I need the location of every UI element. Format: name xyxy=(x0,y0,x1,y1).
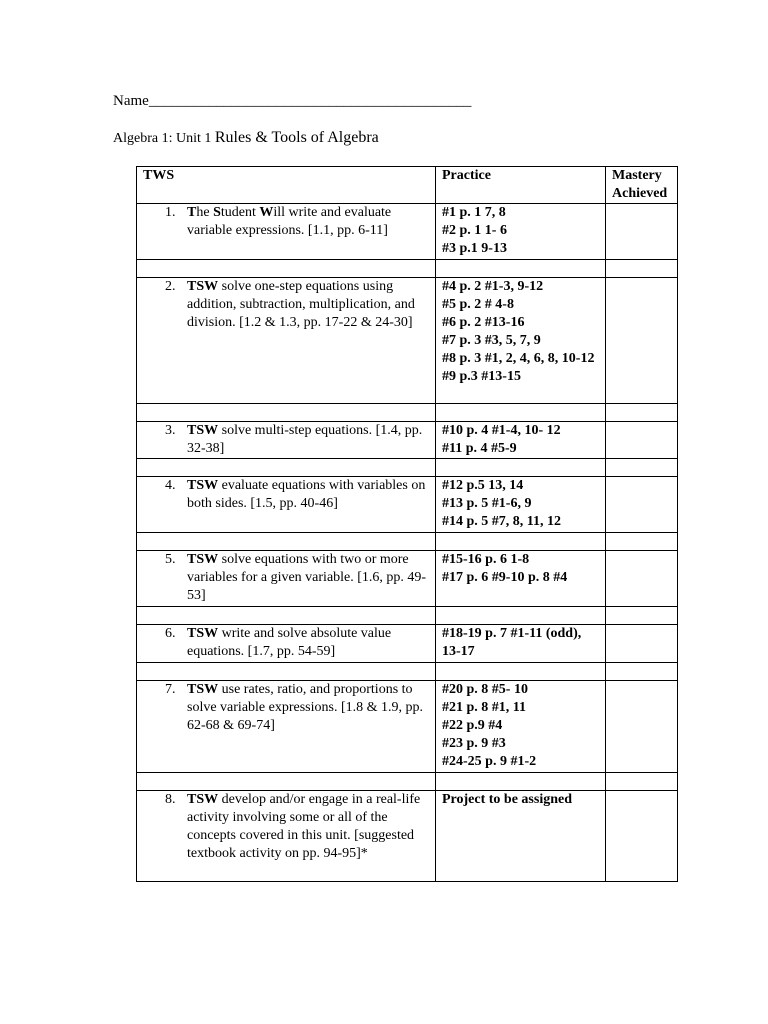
practice-cell xyxy=(436,278,606,404)
objective-body: write and solve absolute value equations. [1.7, pp. 54-59] xyxy=(187,626,392,659)
practice-item: #24-25 p. 9 #1-2 xyxy=(442,754,537,769)
objective-text xyxy=(187,204,429,240)
objective-lead: TSW xyxy=(187,626,219,641)
practice-cell xyxy=(436,791,606,882)
objective-text xyxy=(187,625,429,661)
objective-number: 4. xyxy=(165,478,176,493)
objective-cell xyxy=(137,204,436,260)
practice-item: #11 p. 4 #5-9 xyxy=(442,441,517,456)
objective-number: 2. xyxy=(165,279,176,294)
objective-body: solve one-step equations using addition, subtraction, multiplication, and division. [1.2 & 1.3, pp. 17-22 & 24-30] xyxy=(187,279,415,330)
spacer-cell xyxy=(137,459,436,477)
objective-cell xyxy=(137,278,436,404)
objective-lead: TSW xyxy=(187,792,219,807)
objective-number: 8. xyxy=(165,792,176,807)
header-practice: Practice xyxy=(436,167,606,204)
spacer-row xyxy=(137,663,678,681)
practice-cell xyxy=(436,204,606,260)
objective-body: write and evaluate variable expressions. [1.1, pp. 6-11] xyxy=(187,205,392,238)
spacer-cell xyxy=(137,663,436,681)
practice-item: #20 p. 8 #5- 10 xyxy=(442,682,528,697)
objective-number: 1. xyxy=(165,205,176,220)
objective-lead: TSW xyxy=(187,682,219,697)
objective-body: develop and/or engage in a real-life activity involving some or all of the concepts covered in this unit. [suggested textbook activity on pp. 94-95]* xyxy=(187,792,421,861)
objective-body: evaluate equations with variables on both sides. [1.5, pp. 40-46] xyxy=(187,478,426,511)
objective-text xyxy=(187,681,429,735)
practice-cell xyxy=(436,551,606,607)
objective-number: 3. xyxy=(165,423,176,438)
objective-lead-part: T xyxy=(187,205,197,220)
mastery-cell[interactable] xyxy=(606,477,678,533)
practice-item: Project to be assigned xyxy=(442,792,572,807)
spacer-cell xyxy=(137,773,436,791)
practice-item: #18-19 p. 7 #1-11 (odd), 13-17 xyxy=(442,626,582,659)
spacer-cell xyxy=(436,459,606,477)
spacer-cell xyxy=(606,607,678,625)
header-tws: TWS xyxy=(137,167,436,204)
objective-text xyxy=(187,278,429,332)
practice-item: #8 p. 3 #1, 2, 4, 6, 8, 10-12 xyxy=(442,351,595,366)
objective-cell xyxy=(137,791,436,882)
spacer-cell xyxy=(606,663,678,681)
spacer-row xyxy=(137,459,678,477)
table-row xyxy=(137,278,678,404)
spacer-cell xyxy=(436,607,606,625)
table-row xyxy=(137,551,678,607)
spacer-cell xyxy=(436,404,606,422)
practice-item: #1 p. 1 7, 8 xyxy=(442,205,506,220)
spacer-row xyxy=(137,533,678,551)
spacer-cell xyxy=(436,533,606,551)
objective-lead-part: tudent xyxy=(220,205,260,220)
practice-item: #10 p. 4 #1-4, 10- 12 xyxy=(442,423,561,438)
objective-text xyxy=(187,422,429,458)
practice-item: #6 p. 2 #13-16 xyxy=(442,315,525,330)
practice-item: #15-16 p. 6 1-8 xyxy=(442,552,530,567)
objective-cell xyxy=(137,477,436,533)
spacer-cell xyxy=(436,663,606,681)
practice-item: #3 p.1 9-13 xyxy=(442,241,507,256)
objective-number: 7. xyxy=(165,682,176,697)
objective-lead-part: he xyxy=(196,205,214,220)
objective-body: solve multi-step equations. [1.4, pp. 32-38] xyxy=(187,423,423,456)
title-prefix: Algebra 1: Unit 1 xyxy=(113,131,215,146)
practice-cell xyxy=(436,681,606,773)
objective-number: 5. xyxy=(165,552,176,567)
practice-item: #5 p. 2 # 4-8 xyxy=(442,297,514,312)
objective-lead-part: ill xyxy=(273,205,286,220)
objective-text xyxy=(187,477,429,513)
practice-item: #4 p. 2 #1-3, 9-12 xyxy=(442,279,544,294)
objective-body: use rates, ratio, and proportions to solve variable expressions. [1.8 & 1.9, pp. 62-68 & 69-74] xyxy=(187,682,424,733)
table-header-row xyxy=(137,167,678,204)
mastery-cell[interactable] xyxy=(606,791,678,882)
mastery-cell[interactable] xyxy=(606,422,678,459)
practice-item: #21 p. 8 #1, 11 xyxy=(442,700,527,715)
objective-lead-part: S xyxy=(213,205,221,220)
practice-item: #14 p. 5 #7, 8, 11, 12 xyxy=(442,514,562,529)
practice-item: #22 p.9 #4 xyxy=(442,718,503,733)
practice-cell xyxy=(436,477,606,533)
spacer-cell xyxy=(137,260,436,278)
practice-cell xyxy=(436,422,606,459)
name-field-line: Name___________________________________________ xyxy=(113,93,472,109)
mastery-cell[interactable] xyxy=(606,681,678,773)
title-main: Rules & Tools of Algebra xyxy=(214,129,379,146)
practice-item: #12 p.5 13, 14 xyxy=(442,478,524,493)
spacer-cell xyxy=(606,773,678,791)
objective-cell xyxy=(137,681,436,773)
objective-lead: TSW xyxy=(187,552,219,567)
page-title xyxy=(113,129,379,147)
spacer-cell xyxy=(606,404,678,422)
objective-lead-part: W xyxy=(259,205,274,220)
practice-item: #17 p. 6 #9-10 p. 8 #4 xyxy=(442,570,568,585)
mastery-cell[interactable] xyxy=(606,204,678,260)
objective-text xyxy=(187,791,429,863)
objective-lead: TSW xyxy=(187,423,219,438)
spacer-cell xyxy=(137,607,436,625)
practice-item: #7 p. 3 #3, 5, 7, 9 xyxy=(442,333,541,348)
spacer-row xyxy=(137,607,678,625)
objective-lead: TSW xyxy=(187,478,219,493)
objective-number: 6. xyxy=(165,626,176,641)
table-row xyxy=(137,422,678,459)
spacer-cell xyxy=(137,533,436,551)
header-mastery: Mastery Achieved xyxy=(606,167,678,204)
spacer-cell xyxy=(606,459,678,477)
objective-cell xyxy=(137,625,436,663)
table-row xyxy=(137,477,678,533)
practice-item: #13 p. 5 #1-6, 9 xyxy=(442,496,532,511)
spacer-cell xyxy=(606,260,678,278)
table-row xyxy=(137,625,678,663)
objectives-table xyxy=(136,166,678,882)
table-row xyxy=(137,791,678,882)
practice-item: #9 p.3 #13-15 xyxy=(442,369,521,384)
objective-cell xyxy=(137,551,436,607)
spacer-row xyxy=(137,773,678,791)
spacer-cell xyxy=(436,260,606,278)
spacer-cell xyxy=(137,404,436,422)
practice-cell xyxy=(436,625,606,663)
mastery-cell[interactable] xyxy=(606,625,678,663)
table-row xyxy=(137,204,678,260)
practice-item: #23 p. 9 #3 xyxy=(442,736,506,751)
mastery-cell[interactable] xyxy=(606,278,678,404)
mastery-cell[interactable] xyxy=(606,551,678,607)
objective-body: solve equations with two or more variables for a given variable. [1.6, pp. 49-53] xyxy=(187,552,427,603)
spacer-cell xyxy=(606,533,678,551)
spacer-row xyxy=(137,260,678,278)
table-row xyxy=(137,681,678,773)
objective-text xyxy=(187,551,429,605)
spacer-cell xyxy=(436,773,606,791)
objective-cell xyxy=(137,422,436,459)
practice-item: #2 p. 1 1- 6 xyxy=(442,223,507,238)
spacer-row xyxy=(137,404,678,422)
objective-lead: TSW xyxy=(187,279,219,294)
